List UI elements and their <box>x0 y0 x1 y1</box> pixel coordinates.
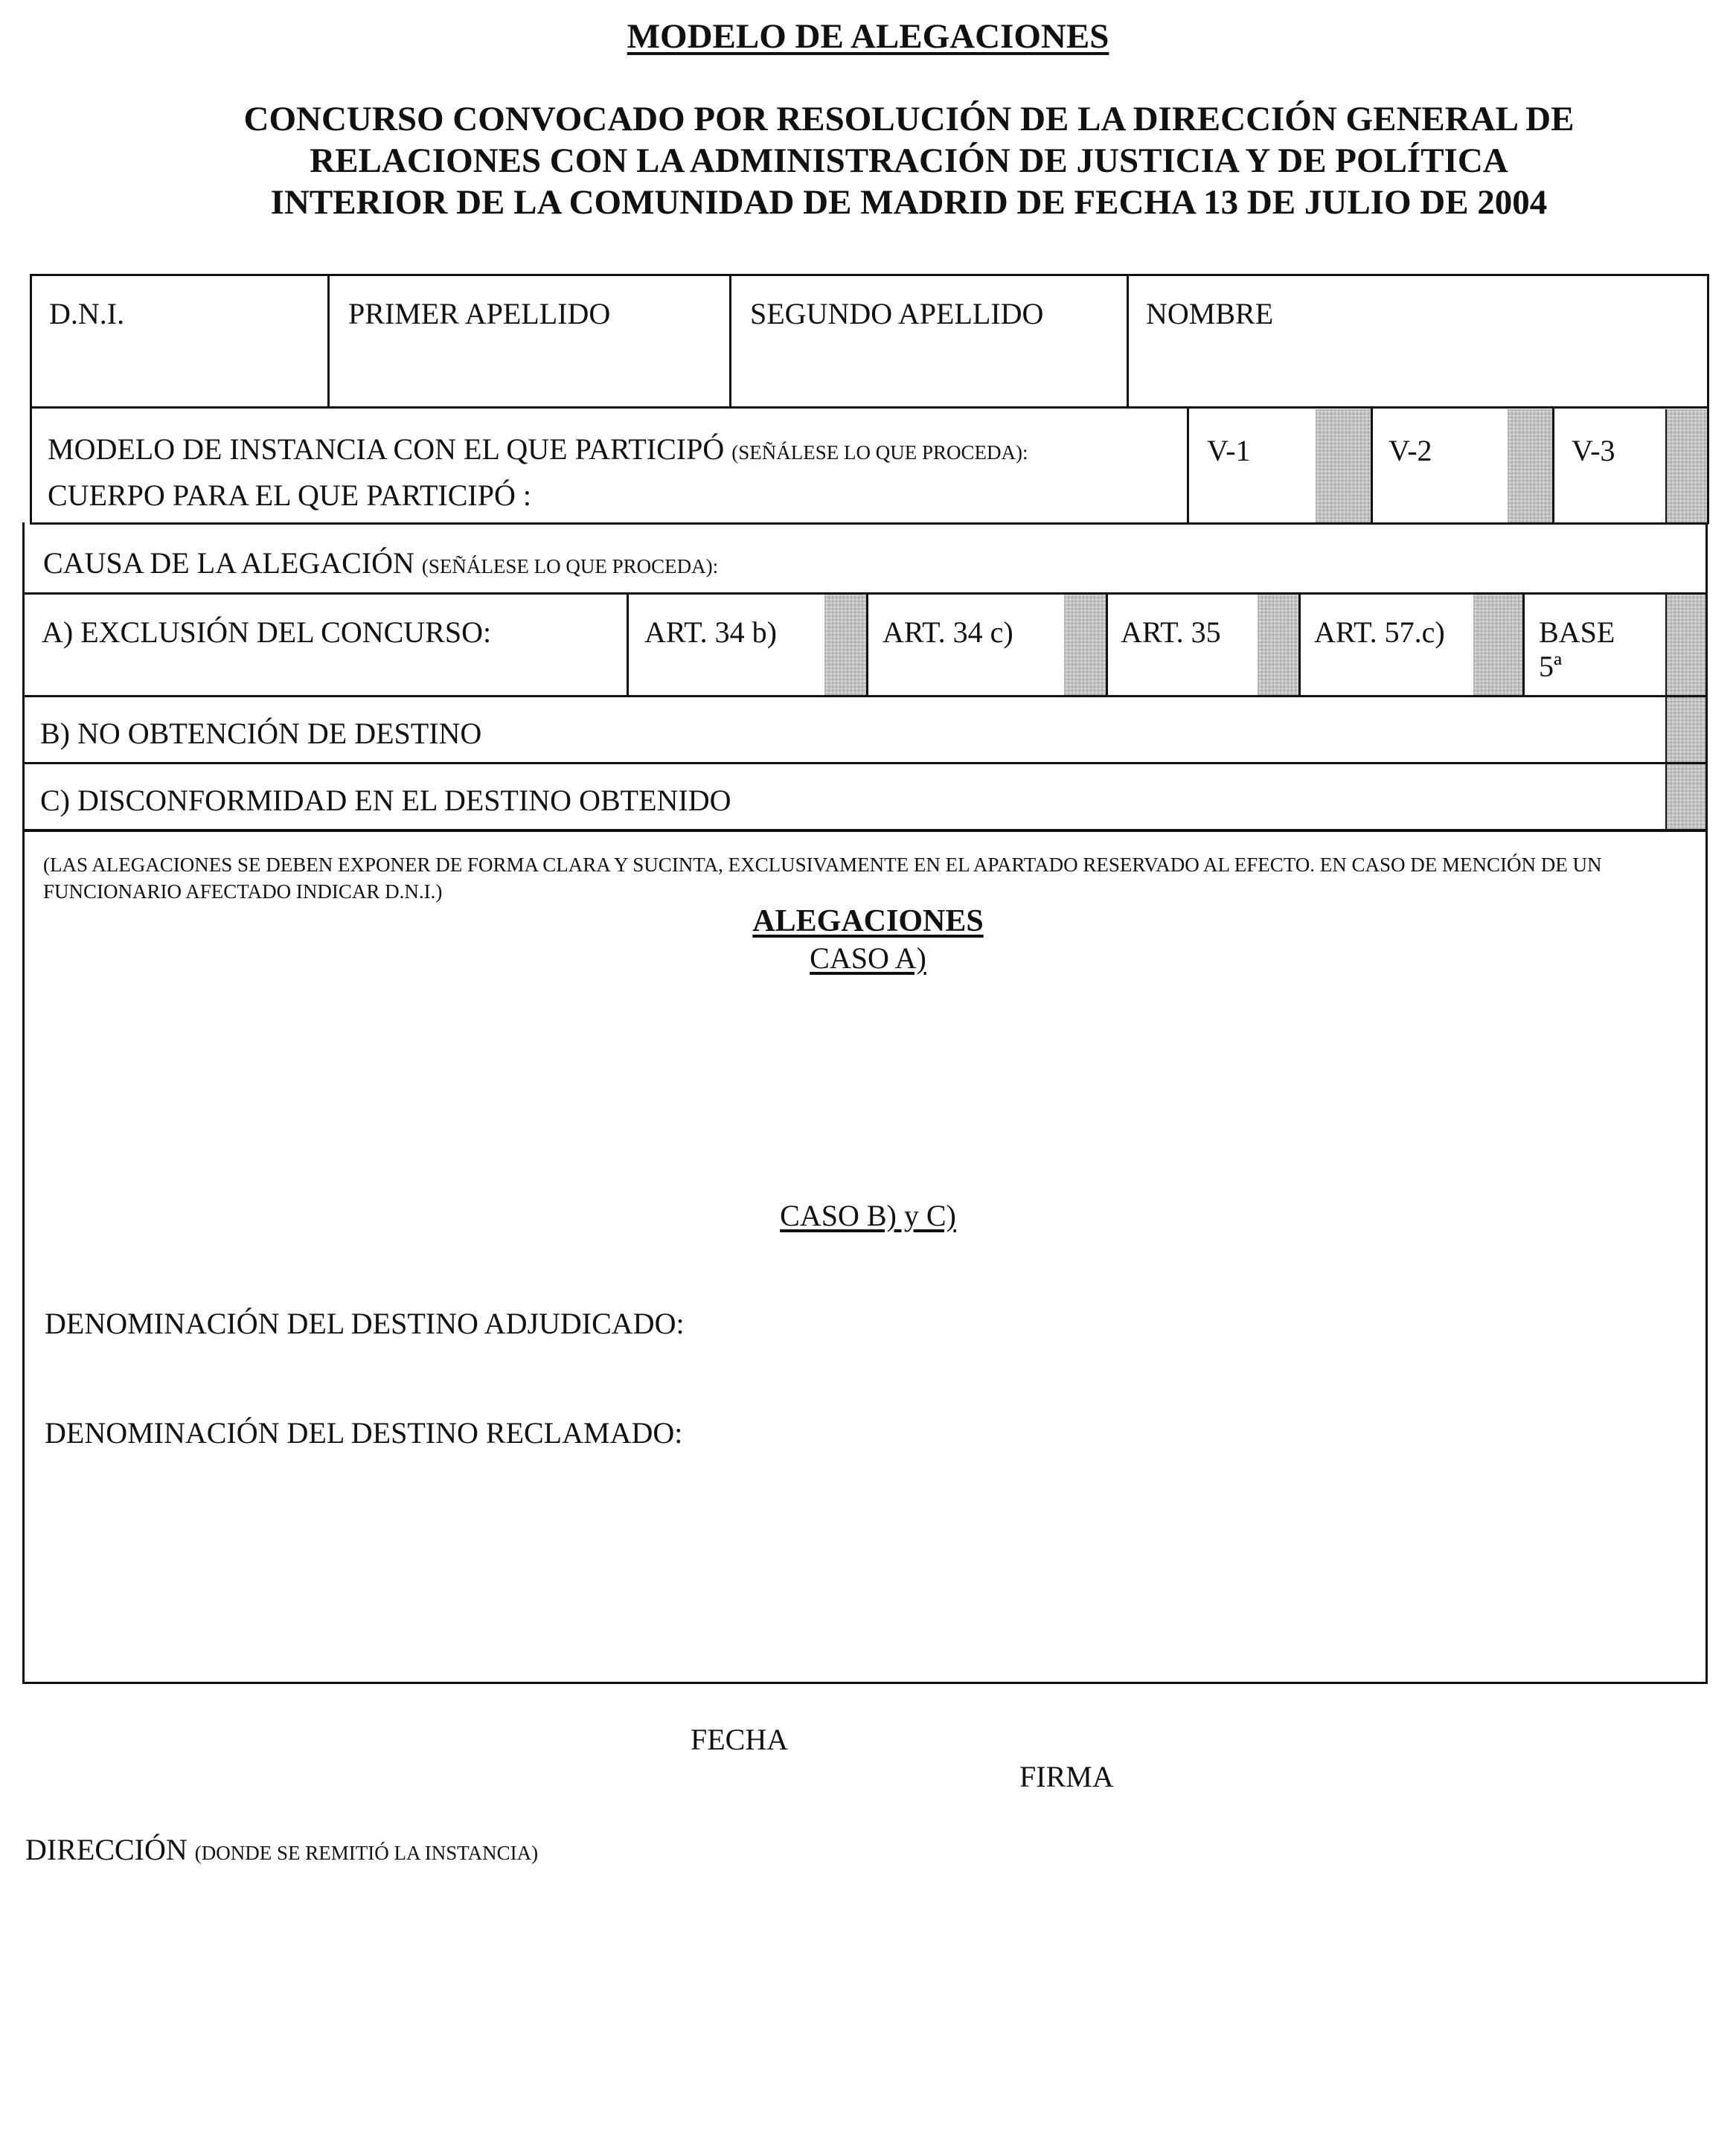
checkbox-base-5[interactable] <box>1667 595 1705 695</box>
caso-a-area[interactable] <box>45 990 1682 1176</box>
checkbox-art-57c[interactable] <box>1473 595 1522 695</box>
checkbox-disconformidad[interactable] <box>1667 764 1705 829</box>
caso-bc-heading: CASO B) y C) <box>780 1199 956 1232</box>
checkbox-v1[interactable] <box>1316 409 1371 522</box>
checkbox-art-35[interactable] <box>1258 595 1298 695</box>
direccion-hint: (DONDE SE REMITIÓ LA INSTANCIA) <box>194 1842 539 1864</box>
no-obtencion-label: B) NO OBTENCIÓN DE DESTINO <box>40 717 482 750</box>
page-subtitle <box>0 98 1736 223</box>
cuerpo-label: CUERPO PARA EL QUE PARTICIPÓ : <box>48 478 531 512</box>
nombre-label: NOMBRE <box>1146 297 1274 330</box>
disconformidad-label: C) DISCONFORMIDAD EN EL DESTINO OBTENIDO <box>40 784 731 817</box>
subtitle-line-3: INTERIOR DE LA COMUNIDAD DE MADRID DE FECHA 13 DE JULIO DE 2004 <box>270 183 1548 222</box>
segundo-apellido-label: SEGUNDO APELLIDO <box>750 297 1044 330</box>
dni-label: D.N.I. <box>49 297 125 330</box>
option-art-34b-label: ART. 34 b) <box>644 615 777 649</box>
checkbox-art-34b[interactable] <box>824 595 866 695</box>
primer-apellido-label: PRIMER APELLIDO <box>348 297 611 330</box>
destino-adjudicado-label: DENOMINACIÓN DEL DESTINO ADJUDICADO: <box>45 1307 685 1340</box>
option-art-57c-label: ART. 57.c) <box>1314 615 1445 649</box>
causa-label: CAUSA DE LA ALEGACIÓN <box>43 546 414 580</box>
causa-label-line <box>43 545 718 580</box>
checkbox-no-obtencion[interactable] <box>1667 697 1705 762</box>
caso-a-heading: CASO A) <box>810 941 926 975</box>
page-title: MODELO DE ALEGACIONES <box>627 17 1109 56</box>
firma-label: FIRMA <box>1019 1760 1114 1793</box>
destino-reclamado-label: DENOMINACIÓN DEL DESTINO RECLAMADO: <box>45 1416 683 1450</box>
alegaciones-heading: ALEGACIONES <box>752 904 984 938</box>
modelo-hint: (SEÑÁLESE LO QUE PROCEDA): <box>731 441 1028 464</box>
checkbox-art-34c[interactable] <box>1064 595 1106 695</box>
causa-hint: (SEÑÁLESE LO QUE PROCEDA): <box>421 555 719 577</box>
option-v1-label: V-1 <box>1207 434 1251 467</box>
alegaciones-note: (LAS ALEGACIONES SE DEBEN EXPONER DE FORMA CLARA Y SUCINTA, EXCLUSIVAMENTE EN EL APARTADO RESERVADO AL EFECTO. EN CASO DE MENCIÓN DE UN FUNCIONARIO AFECTADO INDICAR D.N.I.) <box>43 854 1602 903</box>
option-art-34c-label: ART. 34 c) <box>883 615 1013 649</box>
direccion-line <box>25 1832 538 1867</box>
exclusion-label: A) EXCLUSIÓN DEL CONCURSO: <box>42 615 492 649</box>
subtitle-line-2: RELACIONES CON LA ADMINISTRACIÓN DE JUSTICIA Y DE POLÍTICA <box>310 141 1508 180</box>
modelo-label-line <box>48 432 1028 467</box>
checkbox-v3[interactable] <box>1667 409 1707 522</box>
option-art-35-label: ART. 35 <box>1121 615 1221 649</box>
option-base-number: 5ª <box>1539 650 1563 683</box>
modelo-label: MODELO DE INSTANCIA CON EL QUE PARTICIPÓ <box>48 432 725 466</box>
option-v2-label: V-2 <box>1389 434 1432 467</box>
option-v3-label: V-3 <box>1572 434 1615 467</box>
option-base-label: BASE <box>1539 615 1615 649</box>
checkbox-v2[interactable] <box>1508 409 1552 522</box>
direccion-label: DIRECCIÓN <box>25 1833 188 1866</box>
fecha-label: FECHA <box>691 1723 789 1756</box>
subtitle-line-1: CONCURSO CONVOCADO POR RESOLUCIÓN DE LA DIRECCIÓN GENERAL DE <box>243 100 1575 138</box>
